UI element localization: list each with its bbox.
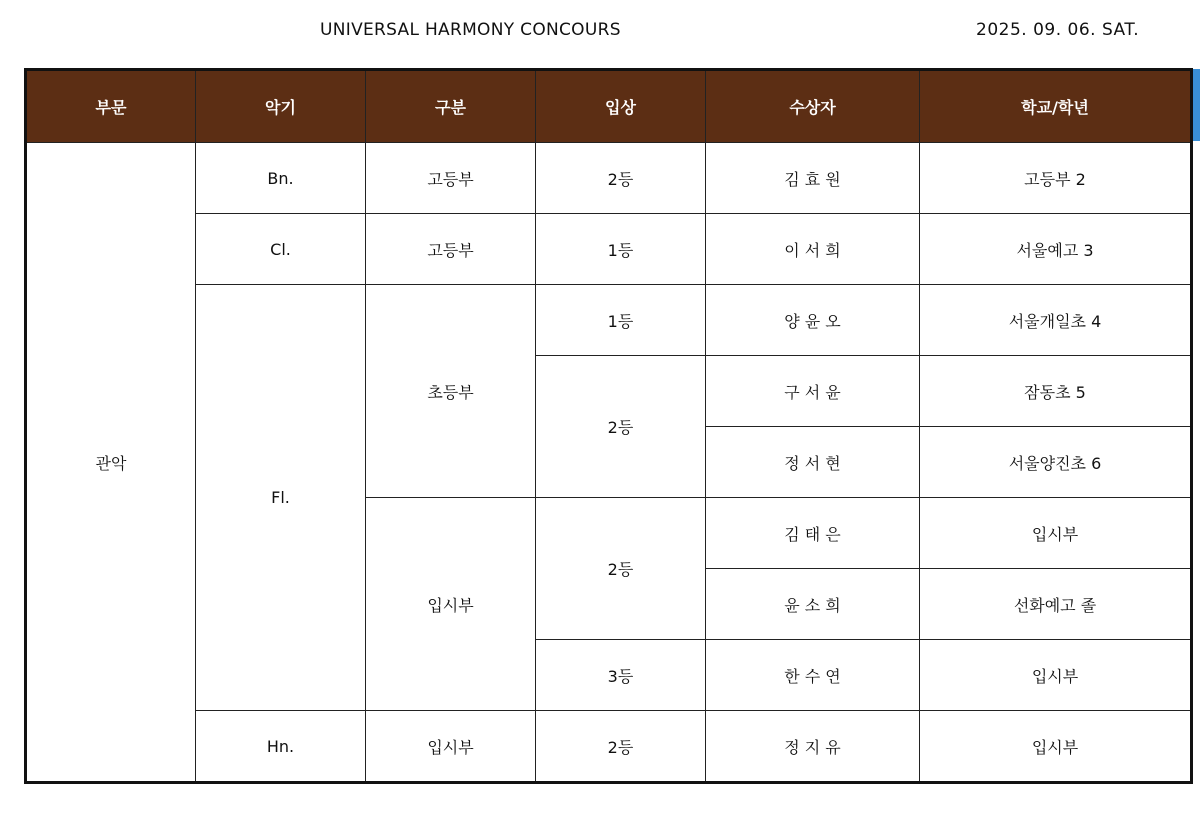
school-cell: 입시부	[920, 640, 1192, 711]
instrument-cell: Hn.	[196, 711, 366, 783]
table-row	[26, 285, 1192, 356]
instrument-cell: Bn.	[196, 143, 366, 214]
winner-cell: 김 효 원	[706, 143, 920, 214]
category-cell: 입시부	[366, 498, 536, 711]
column-header-winner: 수상자	[706, 70, 920, 143]
division-cell: 관악	[26, 143, 196, 783]
category-cell: 초등부	[366, 285, 536, 498]
category-cell: 입시부	[366, 711, 536, 783]
winner-cell: 한 수 연	[706, 640, 920, 711]
winner-cell: 구 서 윤	[706, 356, 920, 427]
table-row	[26, 214, 1192, 285]
winner-cell: 정 서 현	[706, 427, 920, 498]
winner-cell: 이 서 희	[706, 214, 920, 285]
award-cell: 2등	[536, 711, 706, 783]
school-cell: 입시부	[920, 498, 1192, 569]
award-cell: 1등	[536, 214, 706, 285]
instrument-cell: Cl.	[196, 214, 366, 285]
document-title: UNIVERSAL HARMONY CONCOURS	[320, 20, 621, 40]
winner-cell: 양 윤 오	[706, 285, 920, 356]
winner-cell: 윤 소 희	[706, 569, 920, 640]
column-header-category: 구분	[366, 70, 536, 143]
column-header-division: 부문	[26, 70, 196, 143]
award-cell: 1등	[536, 285, 706, 356]
winner-cell: 정 지 유	[706, 711, 920, 783]
winner-cell: 김 태 은	[706, 498, 920, 569]
school-cell: 고등부 2	[920, 143, 1192, 214]
school-cell: 입시부	[920, 711, 1192, 783]
column-header-school: 학교/학년	[920, 70, 1192, 143]
award-cell: 2등	[536, 498, 706, 640]
category-cell: 고등부	[366, 143, 536, 214]
school-cell: 선화예고 졸	[920, 569, 1192, 640]
table-row	[26, 143, 1192, 214]
column-header-instrument: 악기	[196, 70, 366, 143]
column-header-award: 입상	[536, 70, 706, 143]
school-cell: 잠동초 5	[920, 356, 1192, 427]
award-cell: 2등	[536, 356, 706, 498]
document-date: 2025. 09. 06. SAT.	[976, 20, 1140, 40]
school-cell: 서울예고 3	[920, 214, 1192, 285]
table-header-row	[26, 70, 1192, 143]
school-cell: 서울양진초 6	[920, 427, 1192, 498]
instrument-cell: Fl.	[196, 285, 366, 711]
table-row	[26, 711, 1192, 783]
award-cell: 2등	[536, 143, 706, 214]
category-cell: 고등부	[366, 214, 536, 285]
school-cell: 서울개일초 4	[920, 285, 1192, 356]
award-cell: 3등	[536, 640, 706, 711]
results-table	[24, 68, 1193, 784]
